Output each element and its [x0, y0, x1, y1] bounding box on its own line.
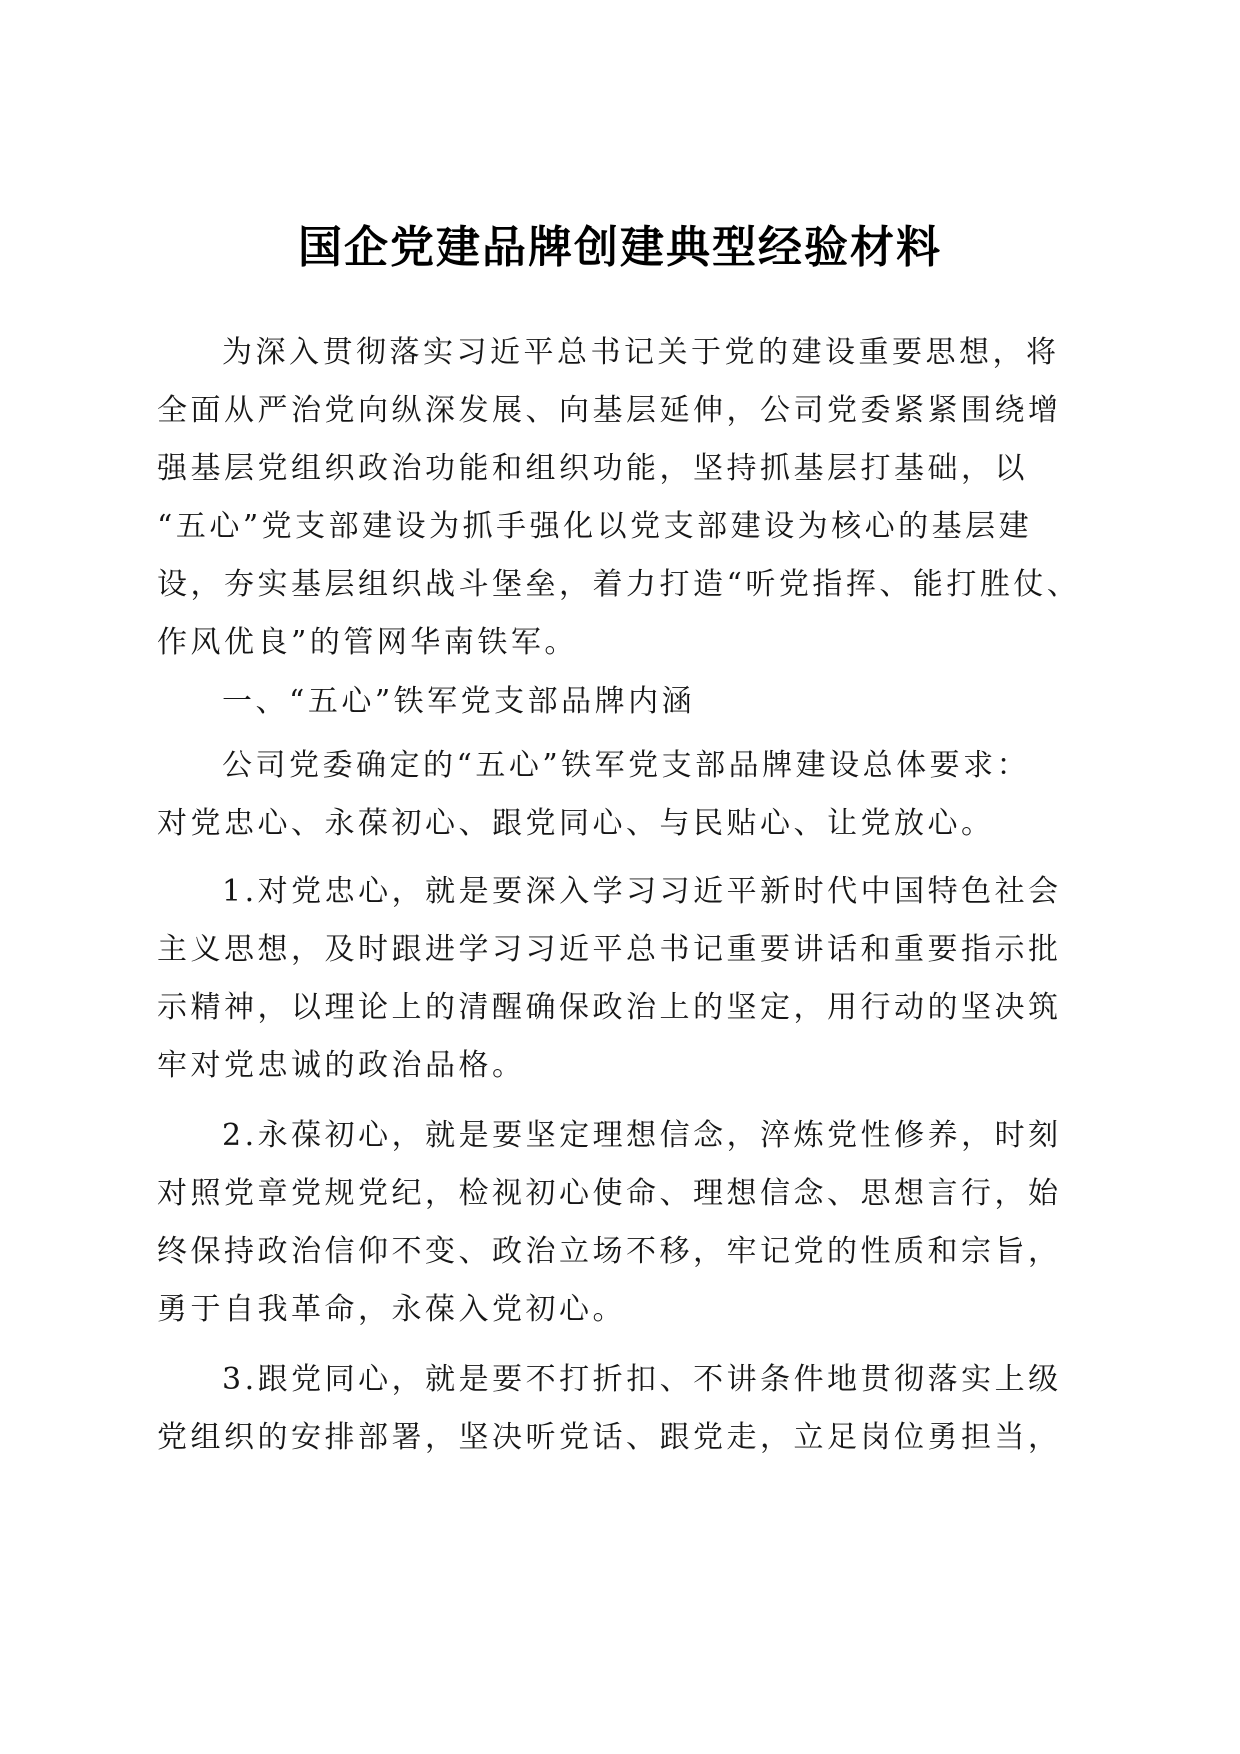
paragraph-line: 对照党章党规党纪，检视初心使命、理想信念、思想言行，始	[157, 1176, 1062, 1211]
paragraph-line: 全面从严治党向纵深发展、向基层延伸，公司党委紧紧围绕增	[157, 393, 1062, 428]
paragraph-line: “五心”党支部建设为抓手强化以党支部建设为核心的基层建	[157, 509, 1033, 544]
paragraph-line: 对党忠心、永葆初心、跟党同心、与民贴心、让党放心。	[157, 806, 995, 841]
paragraph-line: 强基层党组织政治功能和组织功能，坚持抓基层打基础，以	[157, 451, 1028, 486]
document-title: 国企党建品牌创建典型经验材料	[298, 222, 942, 273]
paragraph-line: 3.跟党同心，就是要不打折扣、不讲条件地贯彻落实上级	[222, 1362, 1062, 1397]
paragraph-line: 为深入贯彻落实习近平总书记关于党的建设重要思想，将	[222, 335, 1060, 370]
paragraph-line: 牢对党忠诚的政治品格。	[157, 1048, 526, 1083]
paragraph-line: 2.永葆初心，就是要坚定理想信念，淬炼党性修养，时刻	[222, 1118, 1062, 1153]
paragraph-line: 设，夯实基层组织战斗堡垒，着力打造“听党指挥、能打胜仗、	[157, 567, 1081, 602]
section-heading: 一、“五心”铁军党支部品牌内涵	[222, 684, 696, 719]
paragraph-line: 终保持政治信仰不变、政治立场不移，牢记党的性质和宗旨，	[157, 1234, 1062, 1269]
paragraph-line: 公司党委确定的“五心”铁军党支部品牌建设总体要求：	[222, 748, 1031, 783]
paragraph-line: 党组织的安排部署，坚决听党话、跟党走，立足岗位勇担当，	[157, 1420, 1062, 1455]
paragraph-line: 示精神，以理论上的清醒确保政治上的坚定，用行动的坚决筑	[157, 990, 1062, 1025]
paragraph-line: 作风优良”的管网华南铁军。	[157, 625, 578, 660]
paragraph-line: 主义思想，及时跟进学习习近平总书记重要讲话和重要指示批	[157, 932, 1062, 967]
paragraph-line: 勇于自我革命，永葆入党初心。	[157, 1292, 626, 1327]
paragraph-line: 1.对党忠心，就是要深入学习习近平新时代中国特色社会	[222, 874, 1062, 909]
